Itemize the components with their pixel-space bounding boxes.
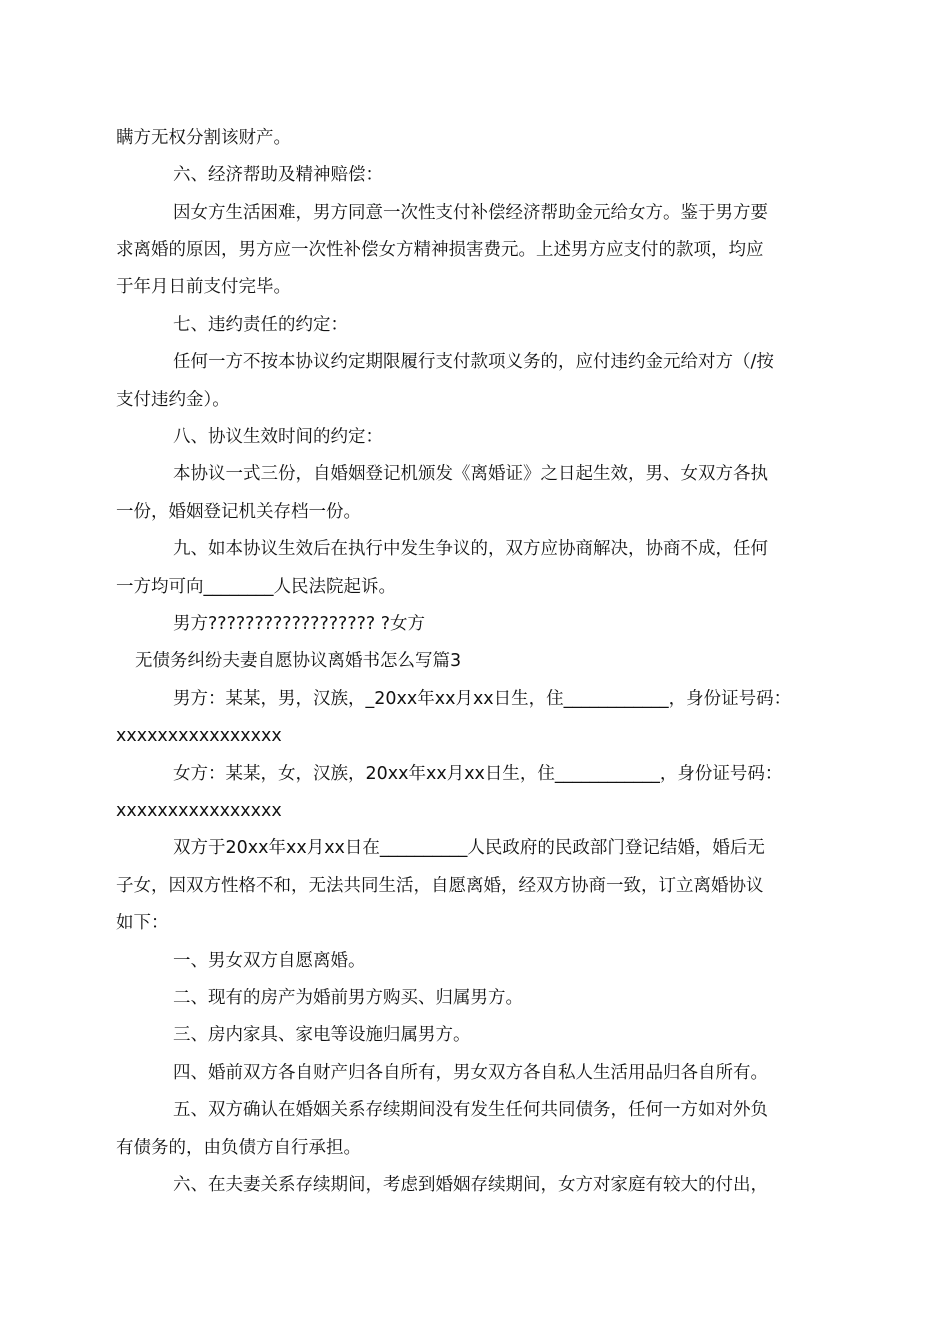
text-line: 任何一方不按本协议约定期限履行支付款项义务的，应付违约金元给对方（/按 — [173, 352, 774, 372]
text-line: 一方均可向________人民法院起诉。 — [116, 577, 396, 597]
text-line: 双方于20xx年xx月xx日在__________人民政府的民政部门登记结婚，婚后无 — [173, 838, 765, 858]
text-line: 瞒方无权分割该财产。 — [116, 128, 291, 148]
text-line: xxxxxxxxxxxxxxxx — [116, 801, 282, 821]
text-line: 一份，婚姻登记机关存档一份。 — [116, 502, 361, 522]
text-line: 因女方生活困难，男方同意一次性支付补偿经济帮助金元给女方。鉴于男方要 — [173, 203, 768, 223]
text-line: 于年月日前支付完毕。 — [116, 277, 291, 297]
text-line: 九、如本协议生效后在执行中发生争议的，双方应协商解决，协商不成，任何 — [173, 539, 768, 559]
clause-line: 一、男女双方自愿离婚。 — [173, 951, 366, 971]
document-title: 无债务纠纷夫妻自愿协议离婚书怎么写篇3 — [135, 651, 462, 671]
section-heading: 八、协议生效时间的约定： — [173, 427, 383, 447]
text-line: 有债务的，由负债方自行承担。 — [116, 1138, 361, 1158]
text-line: xxxxxxxxxxxxxxxx — [116, 726, 282, 746]
clause-line: 五、双方确认在婚姻关系存续期间没有发生任何共同债务，任何一方如对外负 — [173, 1100, 768, 1120]
text-line: 子女，因双方性格不和，无法共同生活，自愿离婚，经双方协商一致，订立离婚协议 — [116, 876, 764, 896]
section-heading: 七、违约责任的约定： — [173, 315, 348, 335]
text-line: 求离婚的原因，男方应一次性补偿女方精神损害费元。上述男方应支付的款项，均应 — [116, 240, 764, 260]
section-heading: 六、经济帮助及精神赔偿： — [173, 165, 383, 185]
clause-line: 四、婚前双方各自财产归各自所有，男女双方各自私人生活用品归各自所有。 — [173, 1063, 768, 1083]
text-line: 本协议一式三份，自婚姻登记机颁发《离婚证》之日起生效，男、女双方各执 — [173, 464, 768, 484]
clause-line: 六、在夫妻关系存续期间，考虑到婚姻存续期间，女方对家庭有较大的付出， — [173, 1175, 768, 1195]
text-line: 如下： — [116, 913, 169, 933]
text-line: 女方：某某，女，汉族，20xx年xx月xx日生，住____________，身份证号码： — [173, 764, 783, 784]
signature-line: 男方?????????????????? ?女方 — [173, 614, 426, 634]
text-line: 男方：某某，男，汉族，_20xx年xx月xx日生，住____________，身份证号码： — [173, 689, 792, 709]
text-line: 支付违约金）。 — [116, 390, 230, 410]
clause-line: 三、房内家具、家电等设施归属男方。 — [173, 1025, 471, 1045]
clause-line: 二、现有的房产为婚前男方购买、归属男方。 — [173, 988, 523, 1008]
